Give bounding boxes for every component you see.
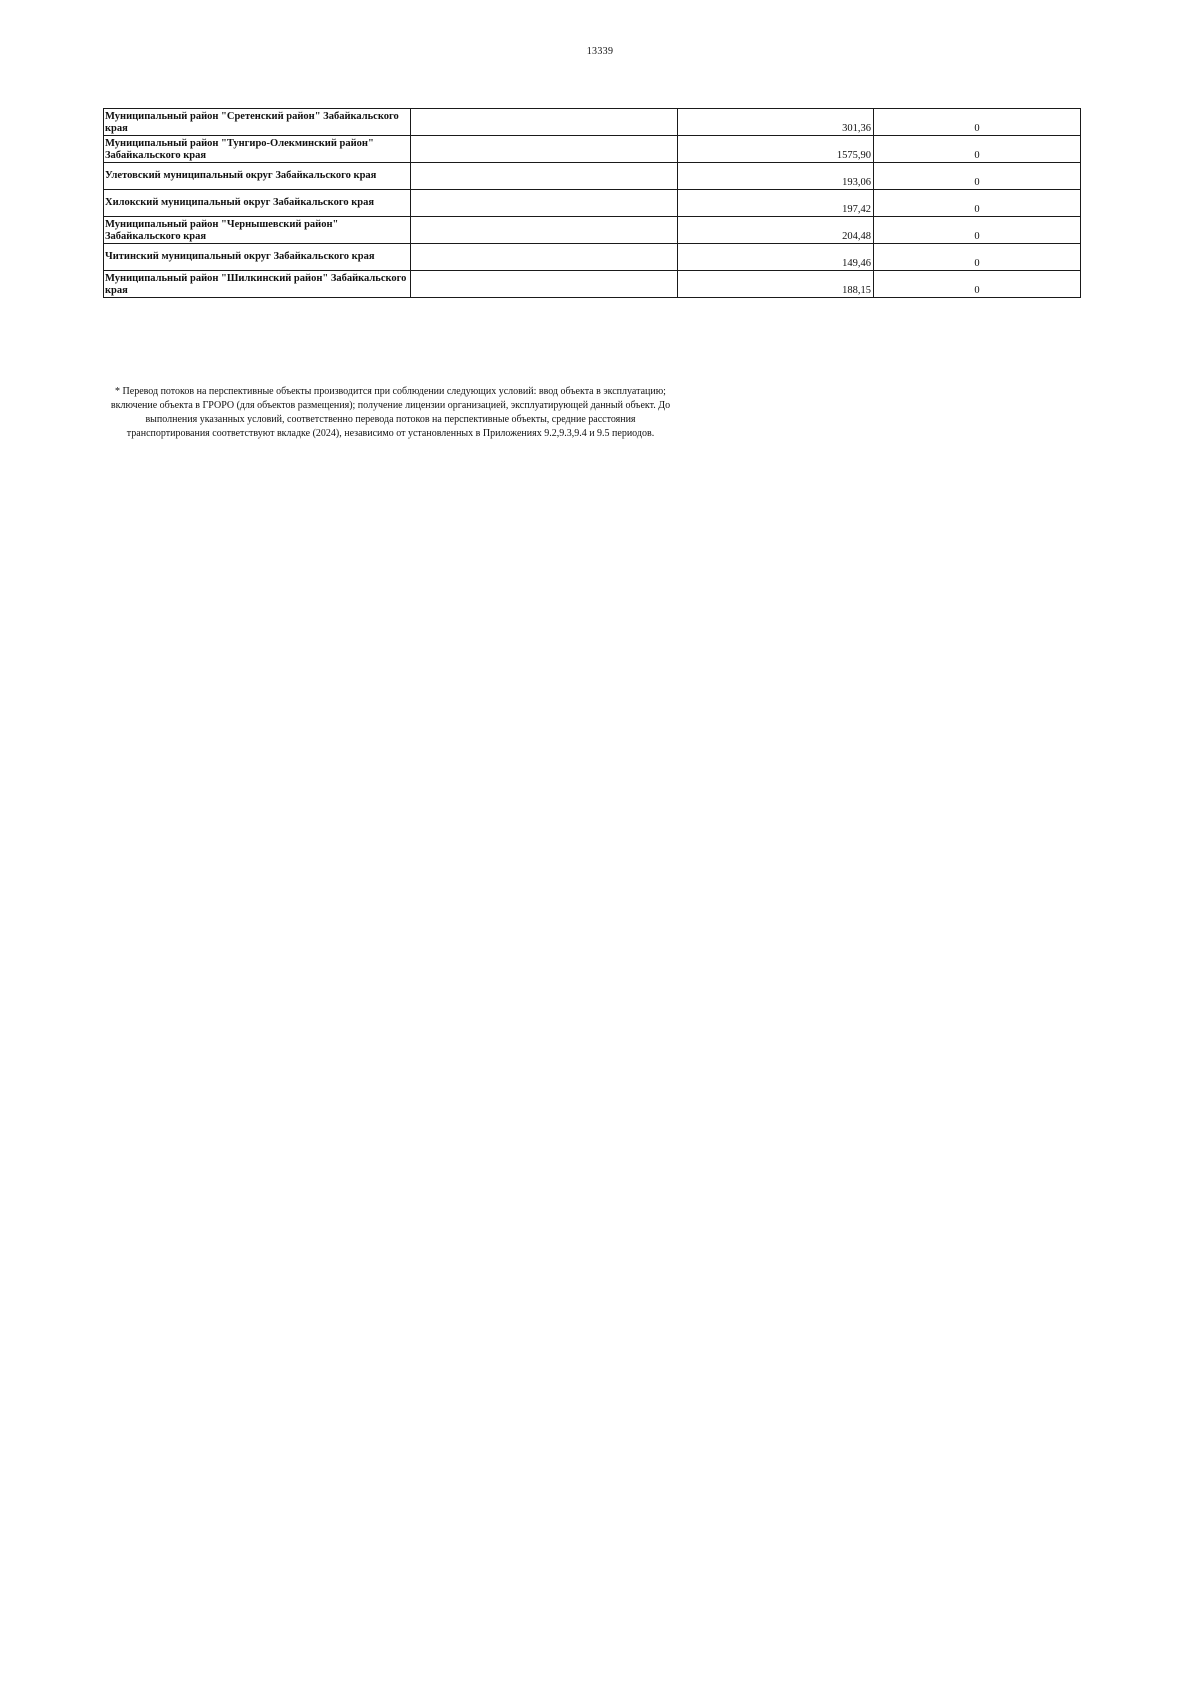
municipality-name: Муниципальный район "Шилкинский район" Забайкальского края — [104, 271, 411, 298]
table-row — [104, 244, 1081, 271]
distance-value: 193,06 — [678, 163, 874, 190]
empty-cell — [411, 190, 678, 217]
distance-value: 188,15 — [678, 271, 874, 298]
municipality-name: Хилокский муниципальный округ Забайкальского края — [104, 190, 411, 217]
footnote: * Перевод потоков на перспективные объекты производится при соблюдении следующих условий: ввод объекта в эксплуатацию; включение объекта в ГРОРО (для объектов размещения); получение лицензии организацией, эксплуатирующей данный объект. До выполнения указанных условий, соответственно перевода потоков на перспективные объекты, средние расстояния транспортирования соответствуют вкладке (2024), независимо от установленных в Приложениях 9.2,9.3,9.4 и 9.5 периодов. — [110, 386, 671, 439]
page-number: 13339 — [586, 46, 614, 57]
table-row — [104, 109, 1081, 136]
municipality-name: Муниципальный район "Тунгиро-Олекминский район" Забайкальского края — [104, 136, 411, 163]
municipality-name: Муниципальный район "Чернышевский район" Забайкальского края — [104, 217, 411, 244]
distance-table — [103, 108, 1081, 298]
table-row — [104, 217, 1081, 244]
zero-value: 0 — [874, 163, 1081, 190]
table-row — [104, 136, 1081, 163]
empty-cell — [411, 163, 678, 190]
table-row — [104, 190, 1081, 217]
distance-value: 197,42 — [678, 190, 874, 217]
distance-value: 1575,90 — [678, 136, 874, 163]
zero-value: 0 — [874, 109, 1081, 136]
empty-cell — [411, 217, 678, 244]
empty-cell — [411, 271, 678, 298]
distance-value: 301,36 — [678, 109, 874, 136]
zero-value: 0 — [874, 136, 1081, 163]
table-row — [104, 271, 1081, 298]
zero-value: 0 — [874, 190, 1081, 217]
empty-cell — [411, 244, 678, 271]
zero-value: 0 — [874, 244, 1081, 271]
distance-value: 149,46 — [678, 244, 874, 271]
zero-value: 0 — [874, 217, 1081, 244]
municipality-name: Читинский муниципальный округ Забайкальского края — [104, 244, 411, 271]
zero-value: 0 — [874, 271, 1081, 298]
distance-value: 204,48 — [678, 217, 874, 244]
municipality-name: Муниципальный район "Сретенский район" Забайкальского края — [104, 109, 411, 136]
table-row — [104, 163, 1081, 190]
empty-cell — [411, 136, 678, 163]
empty-cell — [411, 109, 678, 136]
municipality-name: Улетовский муниципальный округ Забайкальского края — [104, 163, 411, 190]
